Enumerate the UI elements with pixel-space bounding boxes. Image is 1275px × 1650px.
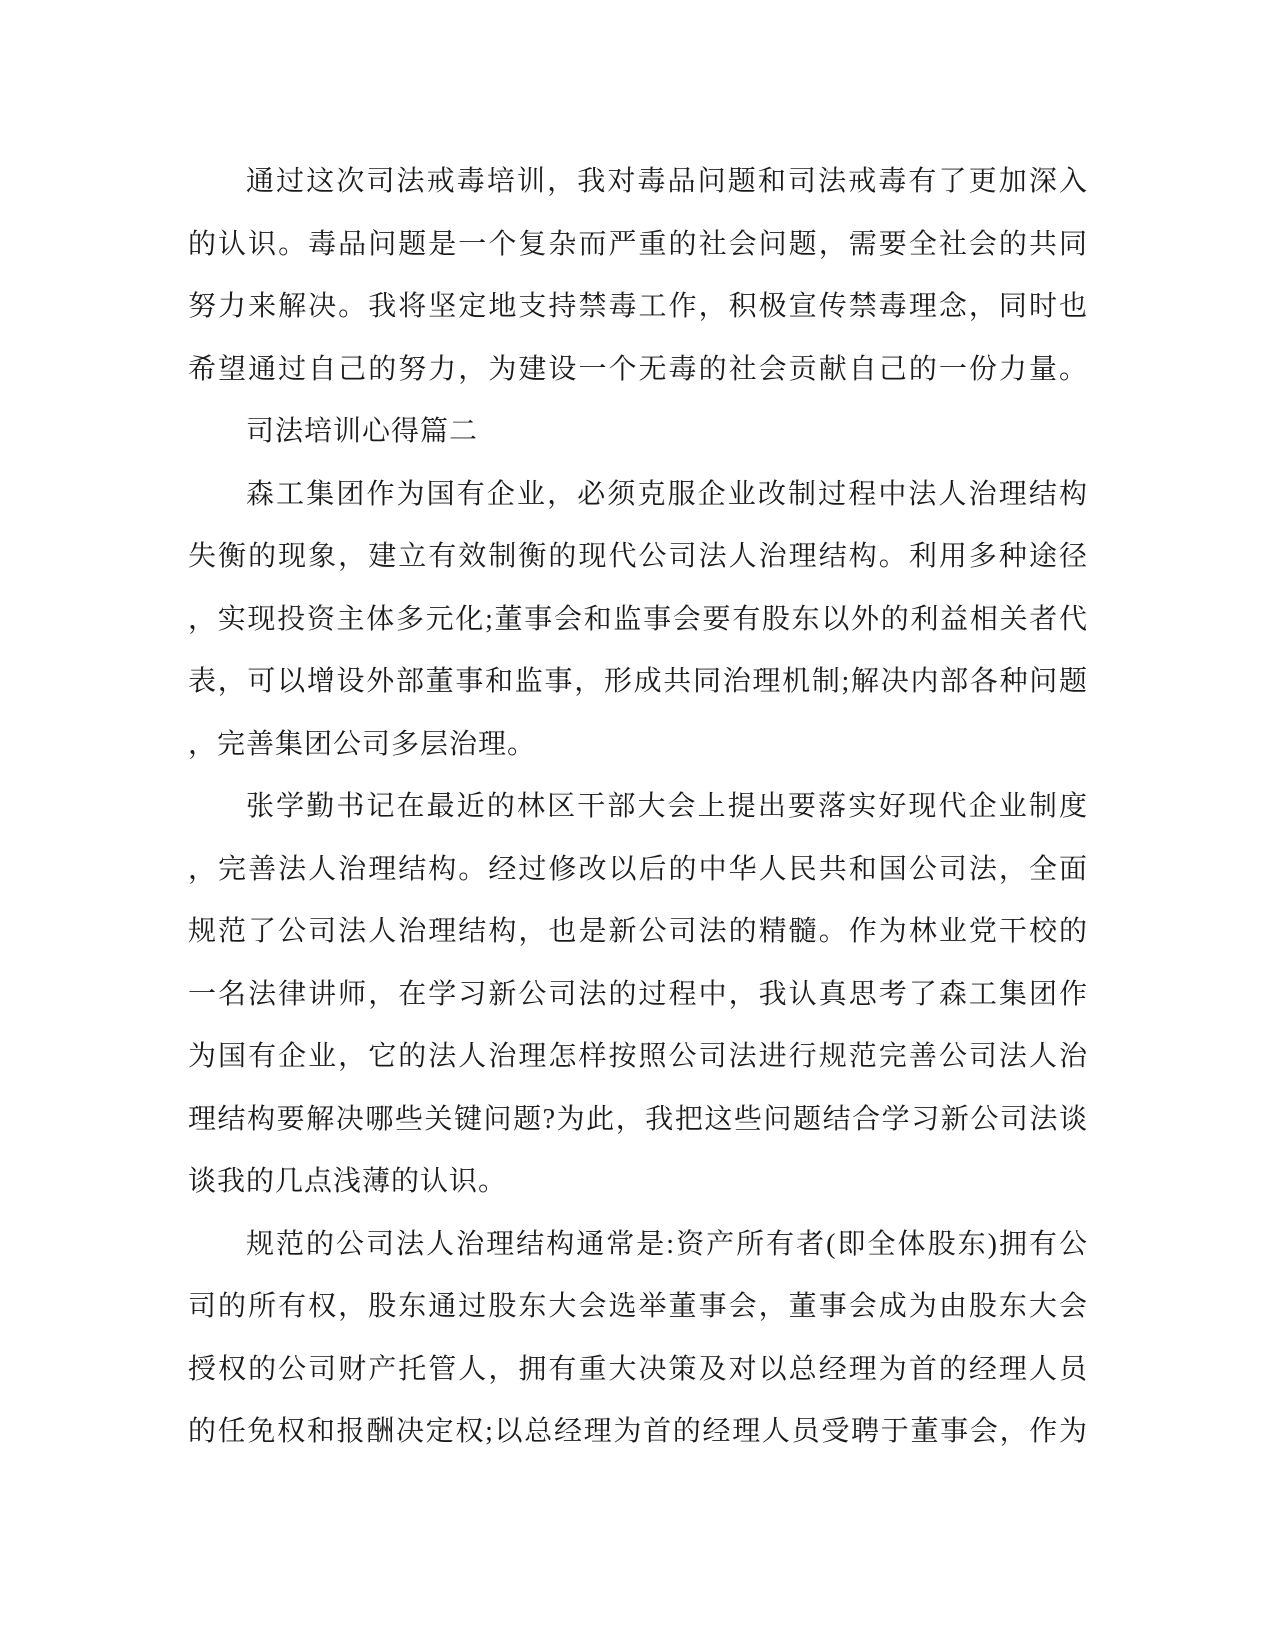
text-line: ，实现投资主体多元化;董事会和监事会要有股东以外的利益相关者代 bbox=[188, 603, 1088, 635]
text-line: 一名法律讲师，在学习新公司法的过程中，我认真思考了森工集团作 bbox=[188, 978, 1088, 1010]
text-line: 森工集团作为国有企业，必须克服企业改制过程中法人治理结构 bbox=[246, 478, 1088, 510]
document-body bbox=[188, 151, 1088, 1464]
text-line: 规范了公司法人治理结构，也是新公司法的精髓。作为林业党干校的 bbox=[188, 916, 1088, 947]
text-line: 张学勤书记在最近的林区干部大会上提出要落实好现代企业制度 bbox=[246, 791, 1088, 822]
text-line: 规范的公司法人治理结构通常是:资产所有者(即全体股东)拥有公 bbox=[246, 1228, 1088, 1260]
text-line: 的认识。毒品问题是一个复杂而严重的社会问题，需要全社会的共同 bbox=[188, 228, 1088, 260]
text-line: 努力来解决。我将坚定地支持禁毒工作，积极宣传禁毒理念，同时也 bbox=[188, 291, 1088, 322]
text-line: 通过这次司法戒毒培训，我对毒品问题和司法戒毒有了更加深入 bbox=[246, 166, 1088, 197]
text-line: 理结构要解决哪些关键问题?为此，我把这些问题结合学习新公司法谈 bbox=[188, 1103, 1088, 1135]
text-line: 失衡的现象，建立有效制衡的现代公司法人治理结构。利用多种途径 bbox=[188, 541, 1088, 572]
text-line: 授权的公司财产托管人，拥有重大决策及对以总经理为首的经理人员 bbox=[188, 1353, 1088, 1385]
text-line: 表，可以增设外部董事和监事，形成共同治理机制;解决内部各种问题 bbox=[188, 666, 1088, 697]
text-line: ，完善集团公司多层治理。 bbox=[188, 728, 537, 760]
text-line: ，完善法人治理结构。经过修改以后的中华人民共和国公司法，全面 bbox=[188, 853, 1088, 885]
text-line: 谈我的几点浅薄的认识。 bbox=[188, 1166, 508, 1197]
text-line: 的任免权和报酬决定权;以总经理为首的经理人员受聘于董事会，作为 bbox=[188, 1416, 1088, 1447]
section-heading: 司法培训心得篇二 bbox=[246, 416, 479, 447]
text-line: 为国有企业，它的法人治理怎样按照公司法进行规范完善公司法人治 bbox=[188, 1041, 1088, 1072]
text-line: 希望通过自己的努力，为建设一个无毒的社会贡献自己的一份力量。 bbox=[188, 353, 1088, 385]
text-line: 司的所有权，股东通过股东大会选举董事会，董事会成为由股东大会 bbox=[188, 1291, 1088, 1322]
